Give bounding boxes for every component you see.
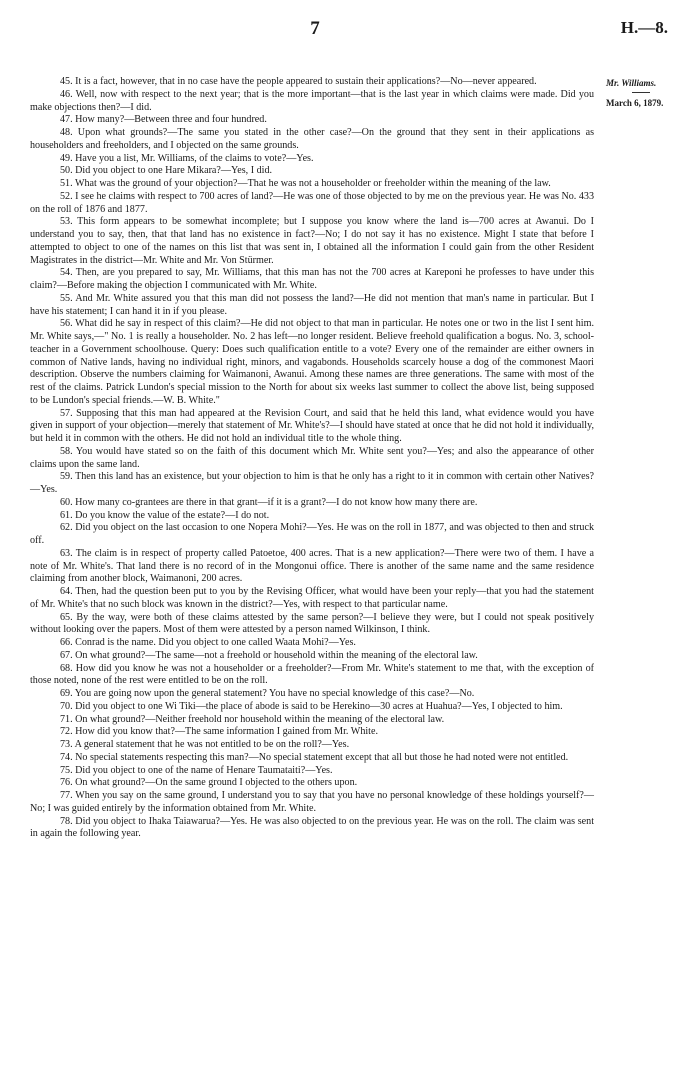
witness-name: Mr. Williams.	[606, 78, 657, 88]
testimony-paragraph: 60. How many co-grantees are there in that grant—if it is a grant?—I do not know how many there are.	[60, 496, 478, 508]
testimony-paragraph: 54. Then, are you prepared to say, Mr. Williams, that this man has not the 700 acres at Kareponi he professes to have under this claim?—Before making the objection I communicated with Mr. White.	[30, 267, 594, 291]
testimony-paragraph: 73. A general statement that he was not entitled to be on the roll?—Yes.	[60, 739, 350, 750]
margin-rule	[632, 92, 650, 93]
testimony-paragraph: 77. When you say on the same ground, I understand you to say that you have no personal knowledge of these holdings yourself?—No; I was guided entirely by the information obtained from Mr. White.	[30, 790, 594, 814]
testimony-paragraph: 66. Conrad is the name. Did you object to one called Waata Mohi?—Yes.	[60, 637, 356, 648]
testimony-paragraph: 72. How did you know that?—The same information I gained from Mr. White.	[60, 726, 378, 738]
testimony-paragraph: 51. What was the ground of your objection?—That he was not a householder or freeholder within the meaning of the law.	[60, 178, 551, 189]
testimony-paragraph: 47. How many?—Between three and four hundred.	[60, 114, 267, 126]
testimony-paragraph: 57. Supposing that this man had appeared at the Revision Court, and said that he held this land, what evidence would you have given in support of your objection—merely that statement of Mr. White's?—I should have stated at once that he did not hold it individually, but held it in common with the others. He did not hold an individual title to the whole thing.	[30, 407, 594, 444]
testimony-paragraph: 68. How did you know he was not a householder or a freeholder?—From Mr. White's statement to me that, with the exception of those noted, none of the rest were entitled to be on the roll.	[30, 662, 594, 687]
testimony-paragraph: 49. Have you a list, Mr. Williams, of the claims to vote?—Yes.	[60, 152, 314, 164]
testimony-paragraph: 76. On what ground?—On the same ground I objected to the others upon.	[60, 777, 358, 789]
testimony-paragraph: 50. Did you object to one Hare Mikara?—Yes, I did.	[60, 165, 273, 177]
body-text	[30, 76, 594, 841]
testimony-paragraph: 59. Then this land has an existence, but your objection to him is that he only has a right to it in common with certain other Natives?—Yes.	[30, 471, 594, 495]
testimony-paragraph: 74. No special statements respecting this man?—No special statement except that all but those he had noted were not entitled.	[60, 751, 569, 763]
testimony-paragraph: 52. I see he claims with respect to 700 acres of land?—He was one of those objected to by me on the previous year. He was No. 433 on the roll of 1876 and 1877.	[30, 190, 594, 215]
testimony-paragraph: 62. Did you object on the last occasion to one Nopera Mohi?—Yes. He was on the roll in 1877, and was objected to then and struck off.	[30, 522, 594, 546]
testimony-paragraph: 78. Did you object to Ihaka Taiawarua?—Yes. He was also objected to on the previous year. He was on the roll. The claim was sent in again the following year.	[30, 815, 594, 840]
testimony-paragraph: 46. Well, now with respect to the next year; that is the more important—that is the last year in which claims were made. Did you make objections then?—I did.	[30, 88, 594, 113]
document-code: H.—8.	[620, 18, 668, 37]
testimony-paragraph: 65. By the way, were both of these claims attested by the same person?—I believe they were, but I could not speak positively without looking over the papers. Most of them were attested by a person named Wilkinson, I think.	[30, 611, 594, 636]
testimony-paragraph: 45. It is a fact, however, that in no case have the people appeared to sustain their applications?—No—never appeared.	[60, 76, 537, 87]
testimony-paragraph: 63. The claim is in respect of property called Patoetoe, 400 acres. That is a new application?—There were two of them. I have a note of Mr. White's. That land there is no record of in the Mongonui office. There is another of the same name and the same residence claiming from another block, Waimanoni, 200 acres.	[30, 547, 594, 585]
testimony-paragraph: 48. Upon what grounds?—The same you stated in the other case?—On the ground that they sent in their applications as householders and freeholders, and I objected on the same grounds.	[30, 127, 594, 151]
testimony-paragraph: 64. Then, had the question been put to you by the Revising Officer, what would have been your reply—that you had the statement of Mr. White's that no such block was known in the district?—Yes, with respect to that particular name.	[30, 586, 594, 610]
hearing-date: March 6, 1879.	[606, 98, 664, 108]
page-number: 7	[310, 18, 320, 39]
testimony-paragraph: 56. What did he say in respect of this claim?—He did not object to that man in particular. He notes one or two in the list I sent him. Mr. White says,—" No. 1 is really a householder. No. 2 has left—no longer resident. Believe freehold qualification a bogus. No. 3, school-teacher in a Government schoolhouse. Query: Does such qualification entitle to a vote? Every one of the remainder are either owners in common of Native lands, having no individual right, minors, and vagabonds. Households scarcely house a dog of the commonest Maori description. Observe the numbers claiming for Waimanoni, Awanui. Among these names are three generations. The same with most of the rest of the claims. Patrick Lundon's special mission to the North for about six weeks last summer to collect the above list, being supposed to be Lundon's special friends.—W. B. White."	[30, 318, 594, 406]
testimony-paragraph: 67. On what ground?—The same—not a freehold or household within the meaning of the electoral law.	[60, 649, 478, 661]
testimony-paragraph: 53. This form appears to be somewhat incomplete; but I suppose you know where the land is—700 acres at Awanui. Do I understand you to say, then, that that land has no existence in fact?—No; I do not say it has no existence. Might I state that before I attempted to object to one of the names on this list that was sent in, I obtained all the information I could gain from the other Resident Magistrates in the district—Mr. White and Mr. Von Stürmer.	[30, 216, 594, 266]
testimony-paragraph: 70. Did you object to one Wi Tiki—the place of abode is said to be Herekino—30 acres at Huahua?—Yes, I objected to him.	[60, 700, 563, 712]
testimony-paragraph: 61. Do you know the value of the estate?—I do not.	[60, 509, 270, 521]
testimony-paragraph: 55. And Mr. White assured you that this man did not possess the land?—He did not mention that man's name in particular. But I have his statement; I can hand it in if you please.	[30, 292, 594, 317]
testimony-paragraph: 58. You would have stated so on the faith of this document which Mr. White sent you?—Yes; and also the appearance of other claims upon the same land.	[30, 445, 594, 470]
testimony-paragraph: 71. On what ground?—Neither freehold nor household within the meaning of the electoral law.	[60, 713, 445, 725]
testimony-paragraph: 69. You are going now upon the general statement? You have no special knowledge of this case?—No.	[60, 688, 475, 699]
testimony-paragraph: 75. Did you object to one of the name of Henare Taumataiti?—Yes.	[60, 764, 333, 776]
